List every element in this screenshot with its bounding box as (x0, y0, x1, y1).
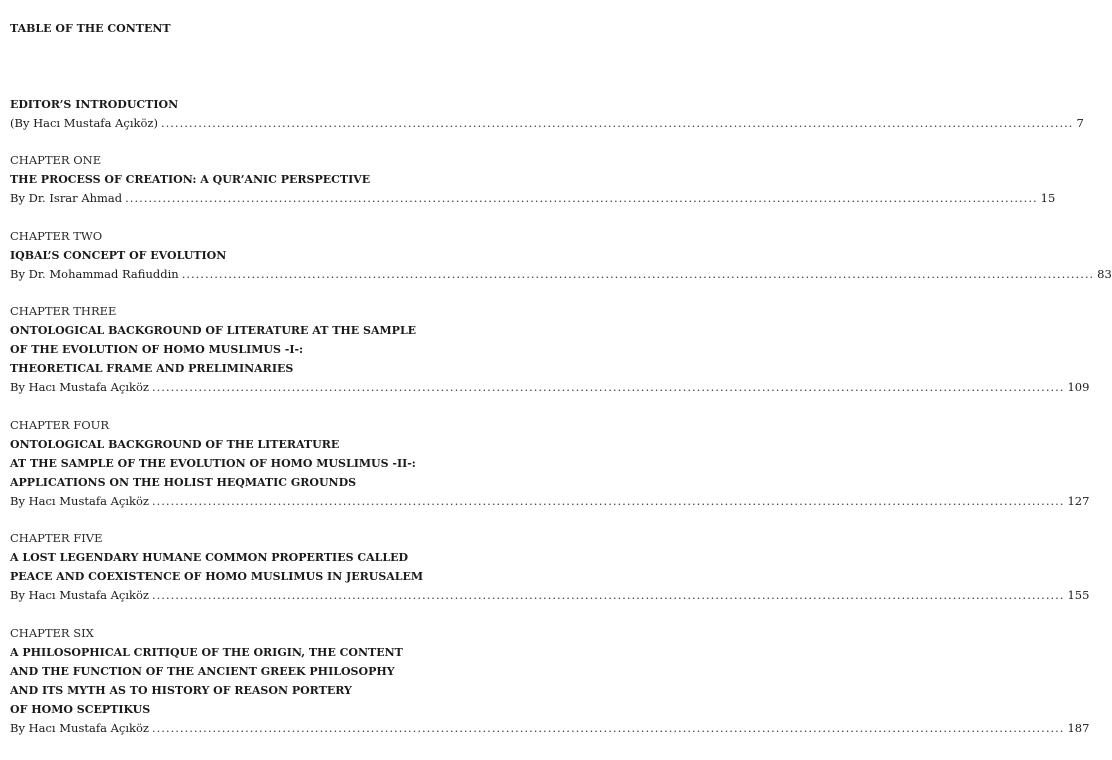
entry-title: THE PROCESS OF CREATION: A QUR’ANIC PERSPECTIVE (10, 173, 371, 186)
toc-entry-chapter-two[interactable] (10, 227, 1112, 284)
entry-author-line (10, 114, 1084, 133)
entry-page-number: 109 (1067, 380, 1090, 394)
toc-entry-chapter-four[interactable] (10, 416, 1090, 511)
chapter-label: CHAPTER FOUR (10, 418, 110, 432)
dot-leader: .................................................................................................................................................................................................... (151, 588, 1065, 602)
entry-author: By Dr. Mohammad Rafiuddin (10, 267, 179, 281)
entry-page-number: 155 (1067, 588, 1090, 602)
entry-title: ONTOLOGICAL BACKGROUND OF THE LITERATURE (10, 438, 340, 451)
entry-page-number: 83 (1097, 267, 1112, 281)
toc-entry-chapter-one[interactable] (10, 151, 1056, 208)
entry-page-number: 7 (1076, 116, 1084, 130)
chapter-label: CHAPTER FIVE (10, 531, 103, 545)
chapter-label: CHAPTER THREE (10, 304, 117, 318)
entry-title: EDITOR’S INTRODUCTION (10, 98, 179, 111)
dot-leader: .................................................................................................................................................................................................... (151, 380, 1065, 394)
entry-title: OF THE EVOLUTION OF HOMO MUSLIMUS -I-: (10, 343, 304, 356)
entry-author-line (10, 492, 1090, 511)
entry-title: AT THE SAMPLE OF THE EVOLUTION OF HOMO MUSLIMUS -II-: (10, 457, 416, 470)
entry-title: AND THE FUNCTION OF THE ANCIENT GREEK PHILOSOPHY (10, 665, 395, 678)
entry-title: PEACE AND COEXISTENCE OF HOMO MUSLIMUS IN JERUSALEM (10, 570, 424, 583)
entry-page-number: 127 (1067, 494, 1090, 508)
entry-author: (By Hacı Mustafa Açıköz) (10, 116, 158, 130)
dot-leader: .................................................................................................................................................................................................... (160, 116, 1074, 130)
entry-author: By Hacı Mustafa Açıköz (10, 380, 149, 394)
chapter-label: CHAPTER ONE (10, 153, 102, 167)
entry-title: THEORETICAL FRAME AND PRELIMINARIES (10, 362, 294, 375)
entry-title: IQBAL’S CONCEPT OF EVOLUTION (10, 249, 227, 262)
entry-page-number: 15 (1040, 191, 1056, 205)
entry-author-line (10, 586, 1090, 605)
toc-entry-introduction[interactable] (10, 95, 1084, 133)
entry-title: A LOST LEGENDARY HUMANE COMMON PROPERTIES CALLED (10, 551, 409, 564)
chapter-label: CHAPTER TWO (10, 229, 103, 243)
dot-leader: .................................................................................................................................................................................................... (151, 721, 1065, 735)
entry-author-line (10, 719, 1090, 738)
entry-author-line (10, 378, 1090, 397)
toc-entry-chapter-six[interactable] (10, 624, 1090, 738)
dot-leader: .................................................................................................................................................................................................... (125, 191, 1038, 205)
entry-author: By Hacı Mustafa Açıköz (10, 721, 149, 735)
dot-leader: .................................................................................................................................................................................................... (181, 267, 1095, 281)
entry-title: AND ITS MYTH AS TO HISTORY OF REASON PORTERY (10, 684, 352, 697)
toc-entry-chapter-five[interactable] (10, 529, 1090, 605)
entry-author-line (10, 189, 1056, 208)
page-title: TABLE OF THE CONTENT (10, 22, 171, 35)
entry-title: APPLICATIONS ON THE HOLIST HEQMATIC GROUNDS (10, 476, 357, 489)
entry-title: A PHILOSOPHICAL CRITIQUE OF THE ORIGIN, THE CONTENT (10, 646, 403, 659)
entry-author: By Dr. Israr Ahmad (10, 191, 123, 205)
toc-entry-chapter-three[interactable] (10, 302, 1090, 397)
entry-page-number: 187 (1067, 721, 1090, 735)
dot-leader: .................................................................................................................................................................................................... (151, 494, 1065, 508)
entry-author: By Hacı Mustafa Açıköz (10, 588, 149, 602)
entry-title: OF HOMO SCEPTIKUS (10, 703, 151, 716)
entry-author-line (10, 265, 1112, 284)
entry-author: By Hacı Mustafa Açıköz (10, 494, 149, 508)
chapter-label: CHAPTER SIX (10, 626, 94, 640)
entry-title: ONTOLOGICAL BACKGROUND OF LITERATURE AT THE SAMPLE (10, 324, 417, 337)
